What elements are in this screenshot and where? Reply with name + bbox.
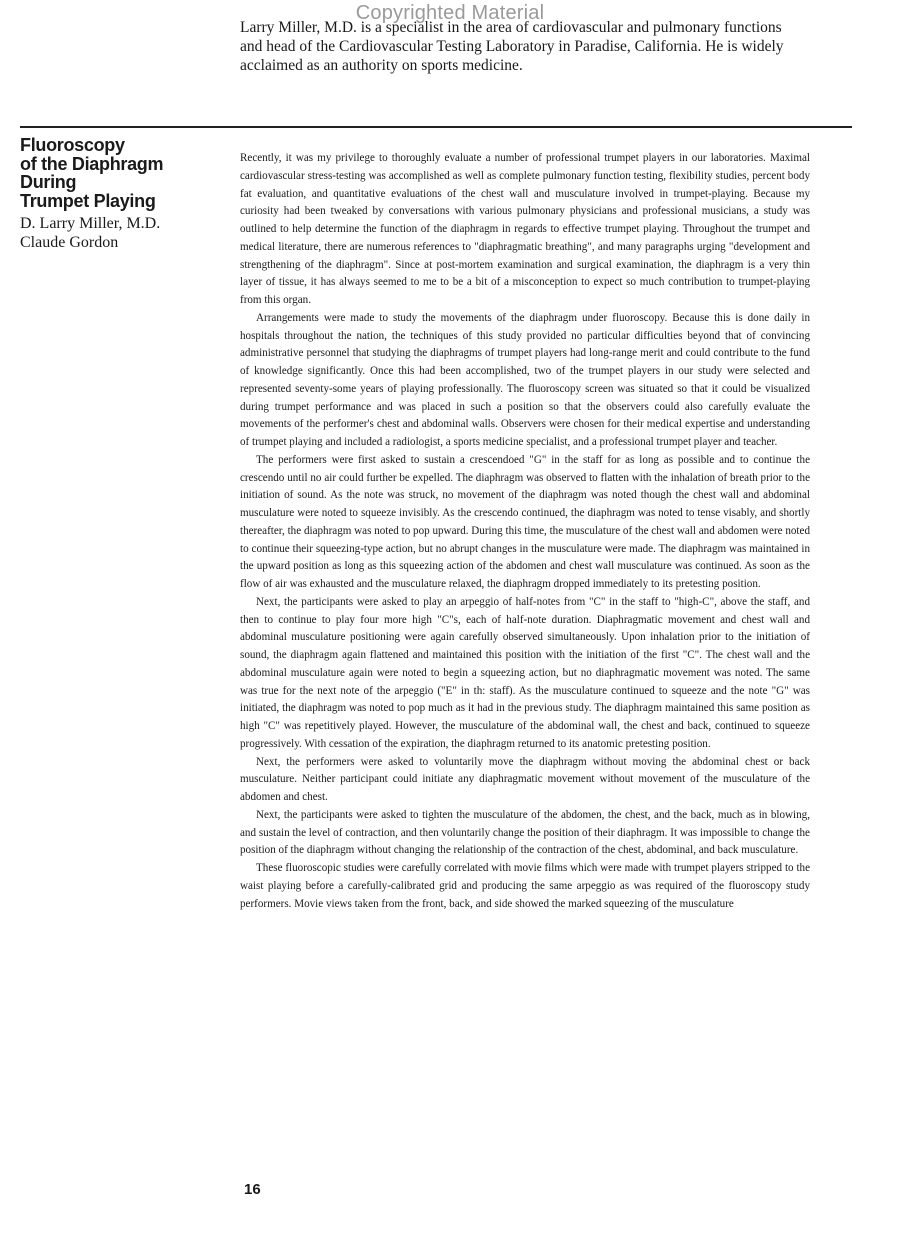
title-line: During (20, 172, 77, 192)
paragraph: Next, the participants were asked to tighten the musculature of the abdomen, the chest, and the back, much as in blowing, and sustain the level of contraction, and then voluntarily change the position of their diaphragm. It was impossible to change the position of the diaphragm without changing the relationship of the contraction of the chest, abdominal, and back musculature. (240, 808, 810, 857)
paragraph: Next, the participants were asked to play an arpeggio of half-notes from "C" in the staff to "high-C", above the staff, and then to continue to play four more high "C"s, each of half-note duration. Diaphragmatic movement and chest wall and abdominal musculature positioning were again carefully observed simultaneously. Upon inhalation prior to the initiation of sound, the diaphragm again flattened and maintained this position with the initiation of the first "C". The chest wall and the abdominal musculature again were noted to begin a squeezing action, but no diaphragmatic movement was noted. The same was true for the next note of the arpeggio ("E" in th: staff). As the musculature continued to squeeze and the note "G" was initiated, the diaphragm was noted to pop much as it had in the previous study. The diaphragm maintained this same position as high "C" was repetitively played. However, the musculature of the abdominal wall, the chest and back, continued to squeeze progressively. With cessation of the expiration, the diaphragm returned to its anatomic pretesting position. (240, 595, 810, 750)
title-line: Fluoroscopy (20, 135, 125, 155)
author-name: D. Larry Miller, M.D. (20, 215, 161, 232)
author-name: Claude Gordon (20, 234, 119, 251)
paragraph: The performers were first asked to sustain a crescendoed "G" in the staff for as long as possible and to continue the crescendo until no air could further be expelled. The diaphragm was observed to flatten with the inhalation of breath prior to the initiation of sound. As the note was struck, no movement of the diaphragm was noted though the chest wall and abdominal musculature were noted to squeeze invisibly. As the crescendo continued, the diaphragm was noted to tense visably, and shortly thereafter, the diaphragm was noted to pop upward. During this time, the musculature of the chest wall and abdomen were noted to continue their squeezing-type action, but no abrupt changes in the musculature were made. The diaphragm was maintained in the upward position as long as this squeezing action of the abdomen and chest wall musculature was continued. As soon as the flow of air was exhausted and the musculature relaxed, the diaphragm dropped immediately to its pretesting position. (240, 453, 810, 590)
section-divider (20, 126, 852, 128)
paragraph: Next, the performers were asked to voluntarily move the diaphragm without moving the abdominal chest or back musculature. Neither participant could initiate any diaphragmatic movement without movement of the musculature of the abdomen and chest. (240, 755, 810, 803)
paragraph: These fluoroscopic studies were carefully correlated with movie films which were made with trumpet players stripped to the waist playing before a carefully-calibrated grid and producing the same arpeggio as was required of the fluoroscopy study performers. Movie views taken from the front, back, and side showed the marked squeezing of the musculature (240, 862, 810, 910)
paragraph: Recently, it was my privilege to thoroughly evaluate a number of professional trumpet players in our laboratories. Maximal cardiovascular stress-testing was accomplished as well as complete pulmonary function testing, flexibility studies, percent body fat evaluation, and quantitative evaluations of the chest wall and musculature involved in trumpet-playing. Because my curiosity had been tweaked by conversations with various pulmonary physicians and professional musicians, a study was outlined to help determine the function of the diaphragm in regards to effective trumpet playing. Throughout the trumpet and medical literature, there are numerous references to "diaphragmatic breathing", and many paragraphs urging "development and strengthening of the diaphragm". Since at post-mortem examination and surgical examination, the diaphragm is a very thin layer of tissue, it has always seemed to me to be a bit of a misconception to expect so much contribution to trumpet-playing from this organ. (240, 152, 810, 306)
copyright-watermark: Copyrighted Material (355, 2, 545, 24)
page-number: 16 (244, 1181, 261, 1198)
article-body (240, 150, 810, 913)
author-bio: Larry Miller, M.D. is a specialist in the area of cardiovascular and pulmonary functions and head of the Cardiovascular Testing Laboratory in Paradise, California. He is widely acclaimed as an authority on sports medicine. (240, 19, 784, 74)
title-line: Trumpet Playing (20, 190, 156, 211)
article-title (20, 136, 230, 210)
article-header (20, 136, 230, 252)
paragraph: Arrangements were made to study the movements of the diaphragm under fluoroscopy. Because this is done daily in hospitals throughout the nation, the techniques of this study provided no particular difficulties beyond that of convincing administrative personnel that studying the diaphragms of trumpet players had long-range merit and could contribute to the fund of knowledge significantly. Once this had been accomplished, two of the trumpet players in our study were selected and represented seventy-some years of playing professionally. The fluoroscopy screen was situated so that it could be visualized during trumpet performance and was placed in such a position so that the observers could also carefully evaluate the movements of the performer's chest and abdominal walls. Observers were chosen for their medical expertise and understanding of trumpet playing and included a radiologist, a sports medicine specialist, and a professional trumpet player and teacher. (240, 311, 810, 448)
title-line: of the Diaphragm (20, 153, 164, 174)
